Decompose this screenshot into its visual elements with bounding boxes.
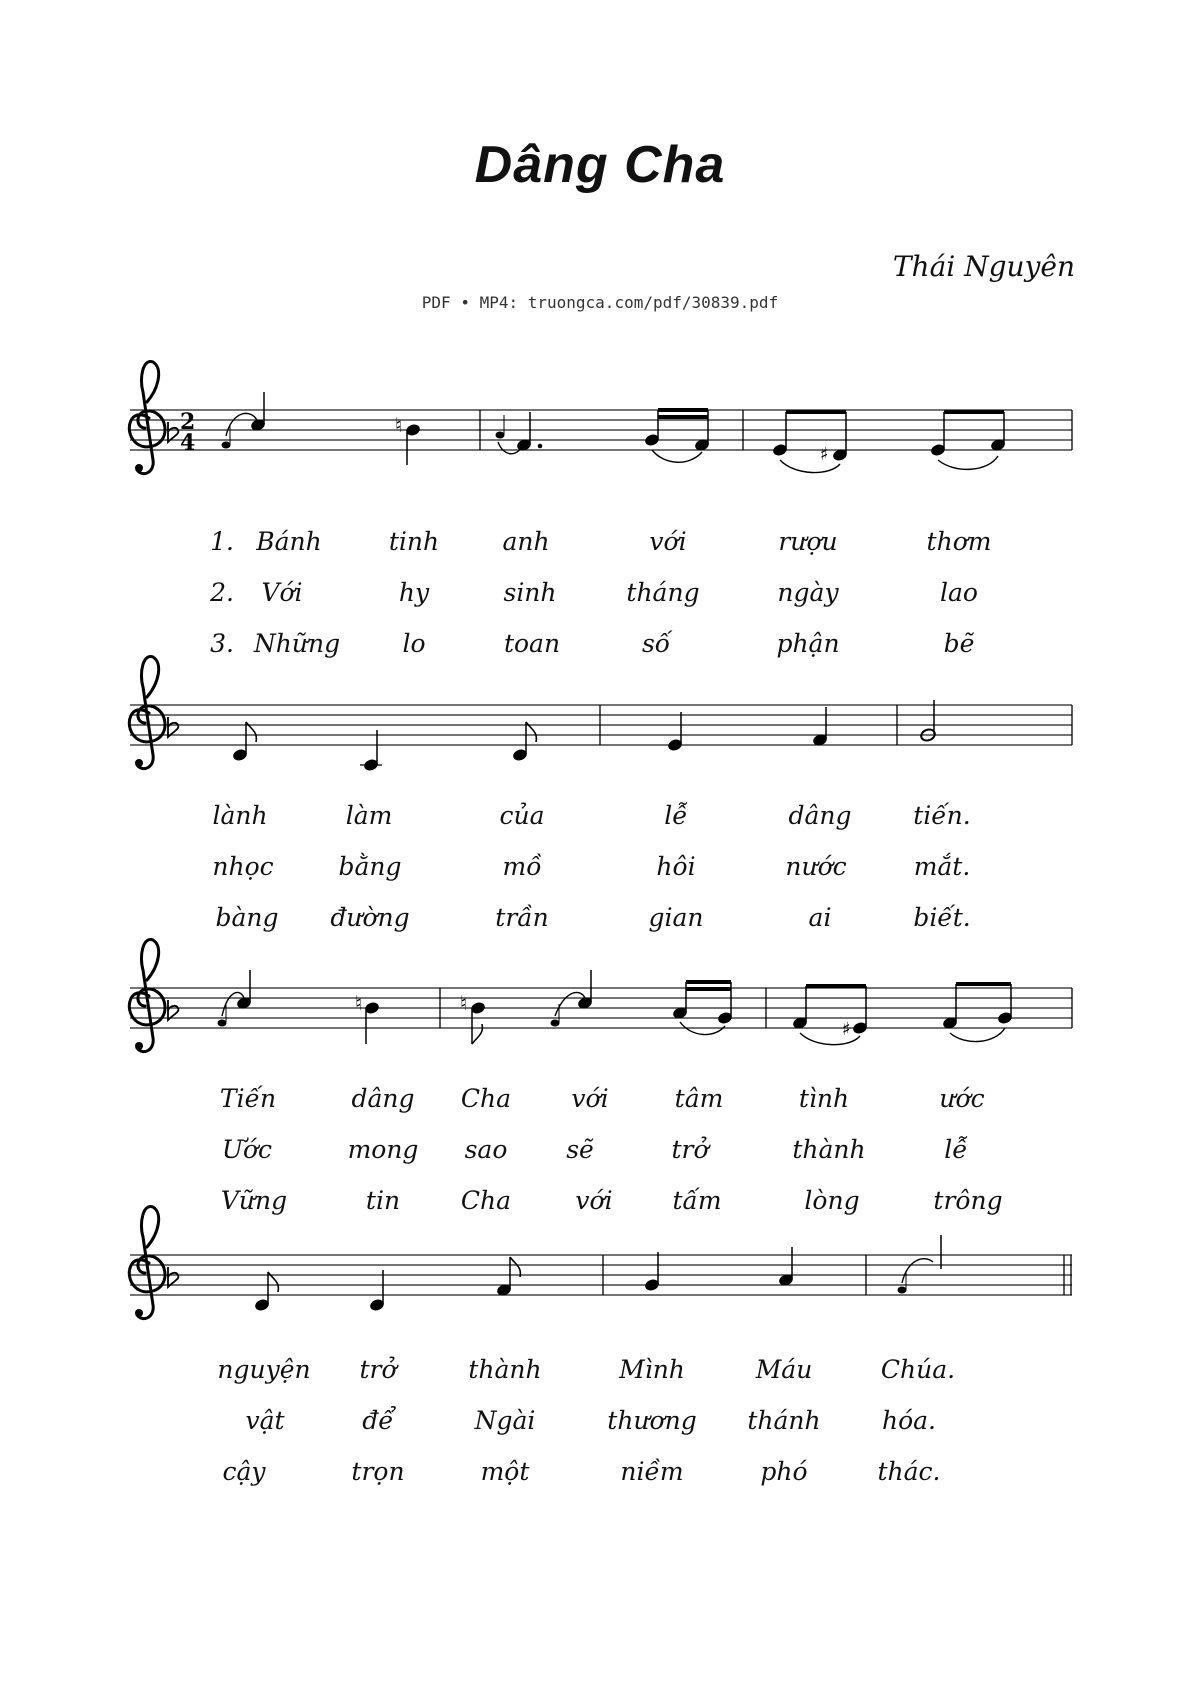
lyric-syllable: tâm bbox=[674, 1084, 724, 1113]
lyric-syllable: bằng bbox=[338, 852, 402, 881]
lyric-syllable: Những bbox=[253, 629, 341, 658]
lyric-line bbox=[0, 1084, 1200, 1118]
lyric-line bbox=[0, 852, 1200, 886]
verse-number: 3. bbox=[210, 629, 234, 658]
grace-note bbox=[222, 426, 231, 449]
lyric-syllable: Bánh bbox=[256, 527, 322, 556]
flat-key-signature-icon bbox=[168, 1267, 178, 1287]
lyric-line bbox=[0, 1186, 1200, 1220]
treble-clef-icon bbox=[129, 1206, 165, 1318]
slur bbox=[800, 1033, 860, 1045]
lyric-syllable: Chúa. bbox=[880, 1355, 956, 1384]
note-dotted bbox=[516, 412, 543, 452]
lyric-syllable: mắt. bbox=[913, 852, 971, 881]
lyric-syllable: ngày bbox=[777, 578, 839, 607]
lyric-line bbox=[0, 1135, 1200, 1169]
lyric-syllable: trọn bbox=[351, 1457, 405, 1486]
lyric-syllable: Với bbox=[261, 578, 303, 607]
lyric-syllable: trở bbox=[359, 1355, 397, 1384]
lyric-syllable: thơm bbox=[926, 527, 992, 556]
lyric-syllable: anh bbox=[502, 527, 550, 556]
svg-text:♯: ♯ bbox=[820, 444, 829, 465]
lyric-syllable: lòng bbox=[804, 1186, 860, 1215]
lyric-syllable: với bbox=[571, 1084, 609, 1113]
lyric-line bbox=[0, 527, 1200, 561]
lyric-syllable: trở bbox=[671, 1135, 709, 1164]
lyric-syllable: thác. bbox=[877, 1457, 941, 1486]
verse-number: 1. bbox=[210, 527, 234, 556]
lyric-line bbox=[0, 801, 1200, 835]
note-natural bbox=[395, 413, 421, 465]
half-note bbox=[920, 700, 937, 742]
staff-system-4 bbox=[129, 1206, 1072, 1318]
lyric-syllable: Cha bbox=[460, 1186, 512, 1215]
lyric-syllable: sao bbox=[464, 1135, 508, 1164]
lyric-line bbox=[0, 1406, 1200, 1440]
lyric-syllable: bàng bbox=[215, 903, 279, 932]
lyric-syllable: đường bbox=[330, 903, 410, 932]
lyric-syllable: số bbox=[641, 629, 671, 658]
slur bbox=[938, 456, 998, 469]
lyric-syllable: biết. bbox=[913, 903, 971, 932]
notes bbox=[218, 970, 381, 1044]
lyric-syllable: nguyện bbox=[217, 1355, 311, 1384]
lyric-syllable: hóa. bbox=[881, 1406, 937, 1435]
lyric-syllable: thành bbox=[468, 1355, 542, 1384]
lyric-syllable: Tiến bbox=[219, 1084, 277, 1113]
staff-lines bbox=[130, 410, 1072, 450]
slur bbox=[652, 450, 702, 462]
lyric-syllable: phó bbox=[760, 1457, 808, 1486]
lyric-syllable: nhọc bbox=[212, 852, 274, 881]
lyric-syllable: tinh bbox=[388, 527, 440, 556]
notes bbox=[460, 970, 733, 1044]
flat-key-signature-icon bbox=[168, 717, 178, 737]
lyric-syllable: lao bbox=[940, 578, 978, 607]
lyric-line bbox=[0, 578, 1200, 612]
lyric-syllable: tháng bbox=[626, 578, 700, 607]
lyric-syllable: niềm bbox=[620, 1457, 684, 1486]
note bbox=[250, 392, 267, 432]
lyric-syllable: Máu bbox=[755, 1355, 813, 1384]
lyric-syllable: Vững bbox=[220, 1186, 288, 1215]
lyric-syllable: tin bbox=[365, 1186, 401, 1215]
lyric-syllable: để bbox=[362, 1406, 394, 1435]
lyric-syllable: phận bbox=[776, 629, 840, 658]
lyric-syllable: cậy bbox=[222, 1457, 266, 1486]
source-link[interactable]: PDF • MP4: truongca.com/pdf/30839.pdf bbox=[421, 293, 779, 312]
lyric-syllable: ước bbox=[939, 1084, 985, 1113]
lyric-syllable: làm bbox=[345, 801, 393, 830]
svg-text:♯: ♯ bbox=[842, 1019, 851, 1040]
lyric-syllable: dâng bbox=[351, 1084, 415, 1113]
lyric-syllable: một bbox=[480, 1457, 530, 1486]
lyric-line bbox=[0, 1355, 1200, 1389]
flat-key-signature-icon bbox=[168, 422, 178, 442]
staff-system-2 bbox=[129, 656, 1072, 772]
lyric-syllable: Ước bbox=[221, 1135, 273, 1164]
slur bbox=[780, 460, 840, 473]
staff-system-3 bbox=[129, 939, 1072, 1051]
lyric-syllable: vật bbox=[245, 1406, 285, 1435]
slur bbox=[902, 1259, 933, 1283]
lyric-syllable: lễ bbox=[664, 801, 688, 830]
lyric-syllable: với bbox=[649, 527, 687, 556]
treble-clef-icon bbox=[129, 361, 165, 473]
lyric-syllable: rượu bbox=[778, 527, 838, 556]
song-title: Dâng Cha bbox=[474, 136, 726, 194]
lyric-syllable: mong bbox=[347, 1135, 419, 1164]
lyric-syllable: lo bbox=[402, 629, 426, 658]
lyric-syllable: của bbox=[499, 801, 545, 830]
verse-number: 2. bbox=[210, 578, 234, 607]
time-signature bbox=[180, 409, 195, 456]
lyric-syllable: hy bbox=[398, 578, 430, 607]
lyric-syllable: Mình bbox=[619, 1355, 685, 1384]
notes bbox=[232, 722, 537, 772]
svg-text:♮: ♮ bbox=[395, 413, 403, 437]
lyric-syllable: ai bbox=[808, 903, 832, 932]
lyric-syllable: Ngài bbox=[474, 1406, 536, 1435]
slur bbox=[950, 1028, 1005, 1042]
sixteenth-notes bbox=[644, 410, 711, 452]
svg-text:4: 4 bbox=[180, 430, 196, 456]
svg-text:♮: ♮ bbox=[355, 991, 363, 1015]
lyric-syllable: hôi bbox=[656, 852, 696, 881]
lyric-syllable: trông bbox=[933, 1186, 1003, 1215]
lyric-line bbox=[0, 903, 1200, 937]
lyric-syllable: gian bbox=[648, 903, 704, 932]
lyric-syllable: tình bbox=[798, 1084, 850, 1113]
flat-key-signature-icon bbox=[168, 1000, 178, 1020]
lyric-syllable: Cha bbox=[460, 1084, 512, 1113]
lyric-line bbox=[0, 1457, 1200, 1491]
grace-note bbox=[496, 415, 505, 439]
treble-clef-icon bbox=[129, 939, 165, 1051]
svg-text:2: 2 bbox=[180, 409, 196, 435]
lyric-syllable: dâng bbox=[788, 801, 852, 830]
lyric-syllable: thành bbox=[792, 1135, 866, 1164]
lyric-syllable: mồ bbox=[502, 852, 542, 881]
staff-system-1 bbox=[129, 361, 1072, 473]
lyric-syllable: lành bbox=[212, 801, 268, 830]
lyric-syllable: lễ bbox=[944, 1135, 968, 1164]
lyric-line bbox=[0, 629, 1200, 663]
lyric-syllable: nước bbox=[785, 852, 847, 881]
lyric-syllable: sinh bbox=[503, 578, 557, 607]
lyric-syllable: tấm bbox=[672, 1186, 722, 1215]
lyric-syllable: sẽ bbox=[566, 1135, 594, 1164]
treble-clef-icon bbox=[129, 656, 165, 768]
eighth-notes bbox=[792, 984, 1014, 1040]
lyric-syllable: bẽ bbox=[943, 629, 975, 658]
composer-name: Thái Nguyên bbox=[892, 250, 1075, 283]
staff-lines bbox=[130, 988, 1072, 1028]
svg-text:♮: ♮ bbox=[460, 991, 468, 1015]
lyric-syllable: với bbox=[575, 1186, 613, 1215]
lyric-syllable: thánh bbox=[747, 1406, 821, 1435]
lyric-syllable: tiến. bbox=[913, 801, 971, 830]
lyric-syllable: toan bbox=[503, 629, 561, 658]
lyric-syllable: trần bbox=[495, 903, 549, 932]
lyric-syllable: thương bbox=[607, 1406, 697, 1435]
